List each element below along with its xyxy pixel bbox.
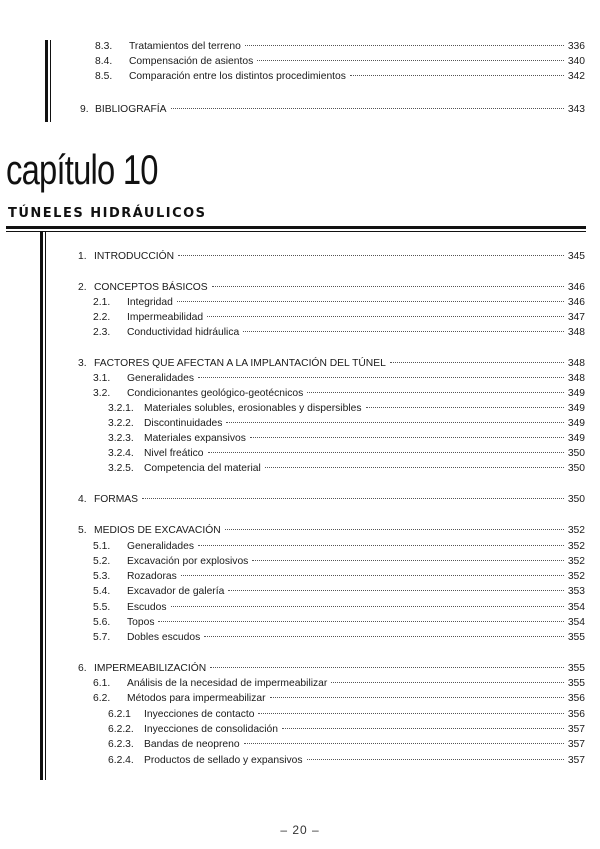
toc-entry	[108, 402, 585, 415]
entry-page: 340	[567, 56, 585, 67]
entry-number: 3.2.5.	[108, 463, 134, 474]
dot-leader	[257, 60, 564, 61]
toc-entry	[93, 387, 585, 400]
entry-title: Productos de sellado y expansivos	[144, 755, 303, 766]
entry-title: Discontinuidades	[144, 418, 223, 429]
entry-page: 336	[567, 41, 585, 52]
entry-number: 6.2.4.	[108, 755, 134, 766]
dot-leader	[208, 452, 564, 453]
entry-number: 2.2.	[93, 312, 111, 323]
chapter-subtitle: TÚNELES HIDRÁULICOS	[8, 206, 207, 221]
toc-entry	[93, 631, 585, 644]
dot-leader	[171, 606, 564, 607]
entry-page: 352	[567, 525, 585, 536]
dot-leader	[245, 45, 564, 46]
entry-page: 355	[567, 632, 585, 643]
entry-title: FORMAS	[94, 494, 139, 505]
entry-title: Excavador de galería	[127, 586, 225, 597]
entry-number: 8.5.	[95, 71, 113, 82]
entry-title: Métodos para impermeabilizar	[127, 693, 266, 704]
entry-number: 6.2.1	[108, 709, 131, 720]
entry-page: 355	[567, 678, 585, 689]
dot-leader	[198, 545, 564, 546]
top-left-double-bar-inner	[50, 40, 51, 122]
entry-number: 5.2.	[93, 556, 111, 567]
toc-entry	[95, 40, 585, 53]
entry-title: Integridad	[127, 297, 173, 308]
entry-title: Impermeabilidad	[127, 312, 204, 323]
entry-page: 355	[567, 663, 585, 674]
dot-leader	[244, 743, 564, 744]
entry-number: 6.	[78, 663, 87, 674]
entry-page: 346	[567, 282, 585, 293]
toc-left-bar-inner	[45, 232, 46, 780]
entry-number: 8.3.	[95, 41, 113, 52]
entry-title: MEDIOS DE EXCAVACIÓN	[94, 525, 221, 536]
entry-title: Generalidades	[127, 541, 194, 552]
dot-leader	[250, 437, 564, 438]
entry-number: 6.2.	[93, 693, 111, 704]
dot-leader	[258, 713, 563, 714]
toc-entry	[95, 55, 585, 68]
entry-title: INTRODUCCIÓN	[94, 251, 175, 262]
dot-leader	[307, 759, 564, 760]
entry-number: 3.	[78, 358, 87, 369]
entry-title: Conductividad hidráulica	[127, 327, 240, 338]
entry-title: Dobles escudos	[127, 632, 201, 643]
entry-title: BIBLIOGRAFÍA	[95, 104, 167, 115]
toc-entry	[78, 357, 585, 370]
dot-leader	[178, 255, 564, 256]
toc-entry	[93, 540, 585, 553]
entry-title: Condicionantes geológico-geotécnicos	[127, 388, 304, 399]
entry-number: 6.1.	[93, 678, 111, 689]
dot-leader	[204, 636, 564, 637]
entry-page: 357	[567, 755, 585, 766]
toc-entry	[108, 432, 585, 445]
heading-rule-thick	[6, 226, 586, 229]
dot-leader	[181, 575, 564, 576]
entry-page: 345	[567, 251, 585, 262]
entry-title: CONCEPTOS BÁSICOS	[94, 282, 208, 293]
toc-entry	[78, 662, 585, 675]
entry-page: 357	[567, 724, 585, 735]
entry-number: 1.	[78, 251, 87, 262]
entry-title: IMPERMEABILIZACIÓN	[94, 663, 207, 674]
entry-title: Nivel freático	[144, 448, 204, 459]
entry-number: 3.2.	[93, 388, 111, 399]
entry-number: 5.7.	[93, 632, 111, 643]
dot-leader	[225, 529, 564, 530]
entry-title: Inyecciones de contacto	[144, 709, 255, 720]
entry-page: 352	[567, 556, 585, 567]
dot-leader	[331, 682, 563, 683]
entry-number: 5.1.	[93, 541, 111, 552]
entry-page: 350	[567, 494, 585, 505]
toc-entry	[78, 281, 585, 294]
entry-title: Generalidades	[127, 373, 194, 384]
toc-entry	[93, 692, 585, 705]
toc-entry	[93, 372, 585, 385]
entry-number: 6.2.3.	[108, 739, 134, 750]
entry-page: 352	[567, 541, 585, 552]
toc-entry	[78, 524, 585, 537]
dot-leader	[390, 362, 564, 363]
entry-number: 3.1.	[93, 373, 111, 384]
entry-number: 6.2.2.	[108, 724, 134, 735]
dot-leader	[177, 301, 564, 302]
toc-entry	[93, 601, 585, 614]
toc-entry	[93, 296, 585, 309]
entry-page: 343	[567, 104, 585, 115]
toc-entry	[78, 493, 585, 506]
entry-page: 348	[567, 358, 585, 369]
entry-title: Excavación por explosivos	[127, 556, 249, 567]
entry-number: 3.2.3.	[108, 433, 134, 444]
entry-title: Inyecciones de consolidación	[144, 724, 278, 735]
entry-title: Rozadoras	[127, 571, 177, 582]
toc-left-bar	[40, 232, 43, 780]
entry-page: 357	[567, 739, 585, 750]
dot-leader	[243, 331, 564, 332]
dot-leader	[171, 108, 564, 109]
dot-leader	[226, 422, 563, 423]
toc-entry	[108, 462, 585, 475]
toc-entry	[93, 326, 585, 339]
toc-entry	[78, 250, 585, 263]
dot-leader	[228, 590, 564, 591]
entry-page: 342	[567, 71, 585, 82]
toc-entry	[93, 585, 585, 598]
dot-leader	[210, 667, 564, 668]
entry-page: 356	[567, 693, 585, 704]
entry-number: 3.2.2.	[108, 418, 134, 429]
entry-title: Tratamientos del terreno	[129, 41, 241, 52]
entry-number: 5.5.	[93, 602, 111, 613]
entry-title: Materiales solubles, erosionables y dispersibles	[144, 403, 362, 414]
top-left-double-bar	[45, 40, 48, 122]
entry-number: 2.	[78, 282, 87, 293]
entry-title: Compensación de asientos	[129, 56, 254, 67]
entry-title: Comparación entre los distintos procedimientos	[129, 71, 346, 82]
entry-number: 9.	[80, 104, 89, 115]
toc-entry	[93, 311, 585, 324]
dot-leader	[212, 286, 564, 287]
entry-title: Competencia del material	[144, 463, 261, 474]
entry-title: Topos	[127, 617, 155, 628]
dot-leader	[282, 728, 564, 729]
entry-page: 348	[567, 327, 585, 338]
entry-number: 3.2.4.	[108, 448, 134, 459]
toc-entry	[93, 555, 585, 568]
entry-page: 353	[567, 586, 585, 597]
toc-entry	[108, 447, 585, 460]
entry-page: 354	[567, 617, 585, 628]
entry-title: FACTORES QUE AFECTAN A LA IMPLANTACIÓN DEL TÚNEL	[94, 358, 386, 369]
toc-entry	[108, 723, 585, 736]
dot-leader	[270, 697, 564, 698]
chapter-title: capítulo 10	[6, 146, 158, 193]
entry-page: 356	[567, 709, 585, 720]
entry-number: 5.6.	[93, 617, 111, 628]
toc-entry	[108, 417, 585, 430]
dot-leader	[198, 377, 564, 378]
entry-page: 347	[567, 312, 585, 323]
dot-leader	[350, 75, 564, 76]
toc-entry	[93, 570, 585, 583]
page-number-footer: – 20 –	[280, 823, 320, 837]
entry-number: 5.	[78, 525, 87, 536]
entry-page: 350	[567, 463, 585, 474]
entry-number: 5.3.	[93, 571, 111, 582]
heading-rule-thin	[6, 231, 586, 232]
entry-page: 349	[567, 403, 585, 414]
entry-title: Bandas de neopreno	[144, 739, 240, 750]
entry-title: Escudos	[127, 602, 167, 613]
entry-page: 352	[567, 571, 585, 582]
entry-page: 350	[567, 448, 585, 459]
entry-title: Análisis de la necesidad de impermeabilizar	[127, 678, 328, 689]
entry-number: 4.	[78, 494, 87, 505]
dot-leader	[252, 560, 563, 561]
entry-number: 2.1.	[93, 297, 111, 308]
dot-leader	[158, 621, 563, 622]
dot-leader	[142, 498, 564, 499]
entry-number: 3.2.1.	[108, 403, 134, 414]
entry-page: 349	[567, 418, 585, 429]
dot-leader	[307, 392, 564, 393]
toc-entry	[108, 738, 585, 751]
entry-page: 348	[567, 373, 585, 384]
entry-title: Materiales expansivos	[144, 433, 246, 444]
entry-page: 354	[567, 602, 585, 613]
toc-entry	[108, 754, 585, 767]
dot-leader	[207, 316, 564, 317]
entry-page: 346	[567, 297, 585, 308]
entry-number: 5.4.	[93, 586, 111, 597]
toc-entry	[93, 677, 585, 690]
entry-page: 349	[567, 388, 585, 399]
toc-entry	[108, 708, 585, 721]
dot-leader	[265, 467, 564, 468]
dot-leader	[366, 407, 564, 408]
toc-entry	[93, 616, 585, 629]
entry-number: 2.3.	[93, 327, 111, 338]
toc-entry	[95, 70, 585, 83]
entry-page: 349	[567, 433, 585, 444]
entry-number: 8.4.	[95, 56, 113, 67]
toc-entry	[80, 103, 585, 116]
